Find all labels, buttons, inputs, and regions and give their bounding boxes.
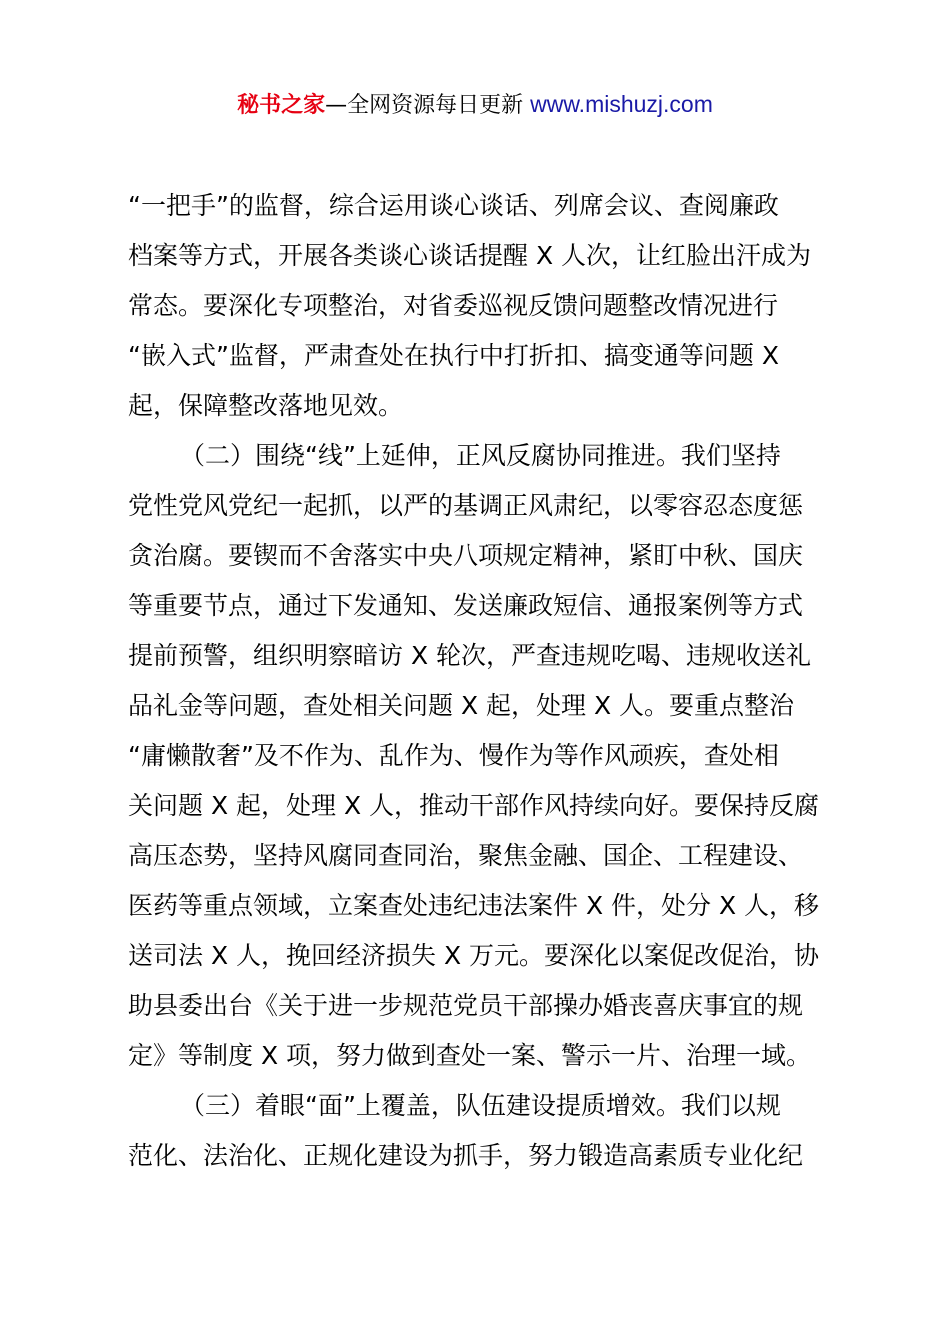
body-line: 常态。要深化专项整治，对省委巡视反馈问题整改情况进行 [128,291,779,320]
body-line: 贪治腐。要锲而不舍落实中央八项规定精神，紧盯中秋、国庆 [128,541,804,570]
body-line: 档案等方式，开展各类谈心谈话提醒 X 人次，让红脸出汗成为 [128,241,812,270]
site-tagline: —全网资源每日更新 [325,93,524,118]
site-brand: 秘书之家 [237,93,326,118]
body-line: 送司法 X 人，挽回经济损失 X 万元。要深化以案促改促治，协 [128,941,820,970]
body-line: “嵌入式”监督，严肃查处在执行中打折扣、搞变通等问题 X [128,341,779,370]
body-line: 起，保障整改落地见效。 [128,391,404,420]
section-heading-line: （二）围绕“线”上延伸，正风反腐协同推进。我们坚持 [180,441,781,470]
body-line: 党性党风党纪一起抓，以严的基调正风肃纪，以零容忍态度惩 [128,491,804,520]
body-line: 等重要节点，通过下发通知、发送廉政短信、通报案例等方式 [128,591,804,620]
body-line: 助县委出台《关于进一步规范党员干部操办婚丧喜庆事宜的规 [128,991,804,1020]
body-line: 提前预警，组织明察暗访 X 轮次，严查违规吃喝、违规收送礼 [128,641,812,670]
site-url-link[interactable]: www.mishuzj.com [530,91,713,117]
body-line: “一把手”的监督，综合运用谈心谈话、列席会议、查阅廉政 [128,191,779,220]
section-heading-line: （三）着眼“面”上覆盖，队伍建设提质增效。我们以规 [180,1091,781,1120]
body-line: “庸懒散奢”及不作为、乱作为、慢作为等作风顽疾，查处相 [128,741,779,770]
body-line: 医药等重点领域，立案查处违纪违法案件 X 件，处分 X 人，移 [128,891,820,920]
body-line: 关问题 X 起，处理 X 人，推动干部作风持续向好。要保持反腐 [128,791,820,820]
body-line: 定》等制度 X 项，努力做到查处一案、警示一片、治理一域。 [128,1041,812,1070]
body-line: 品礼金等问题，查处相关问题 X 起，处理 X 人。要重点整治 [128,691,795,720]
document-body [128,181,848,1181]
body-line: 高压态势，坚持风腐同查同治，聚焦金融、国企、工程建设、 [128,841,804,870]
body-line: 范化、法治化、正规化建设为抓手，努力锻造高素质专业化纪 [128,1141,804,1170]
page-header [0,86,950,124]
